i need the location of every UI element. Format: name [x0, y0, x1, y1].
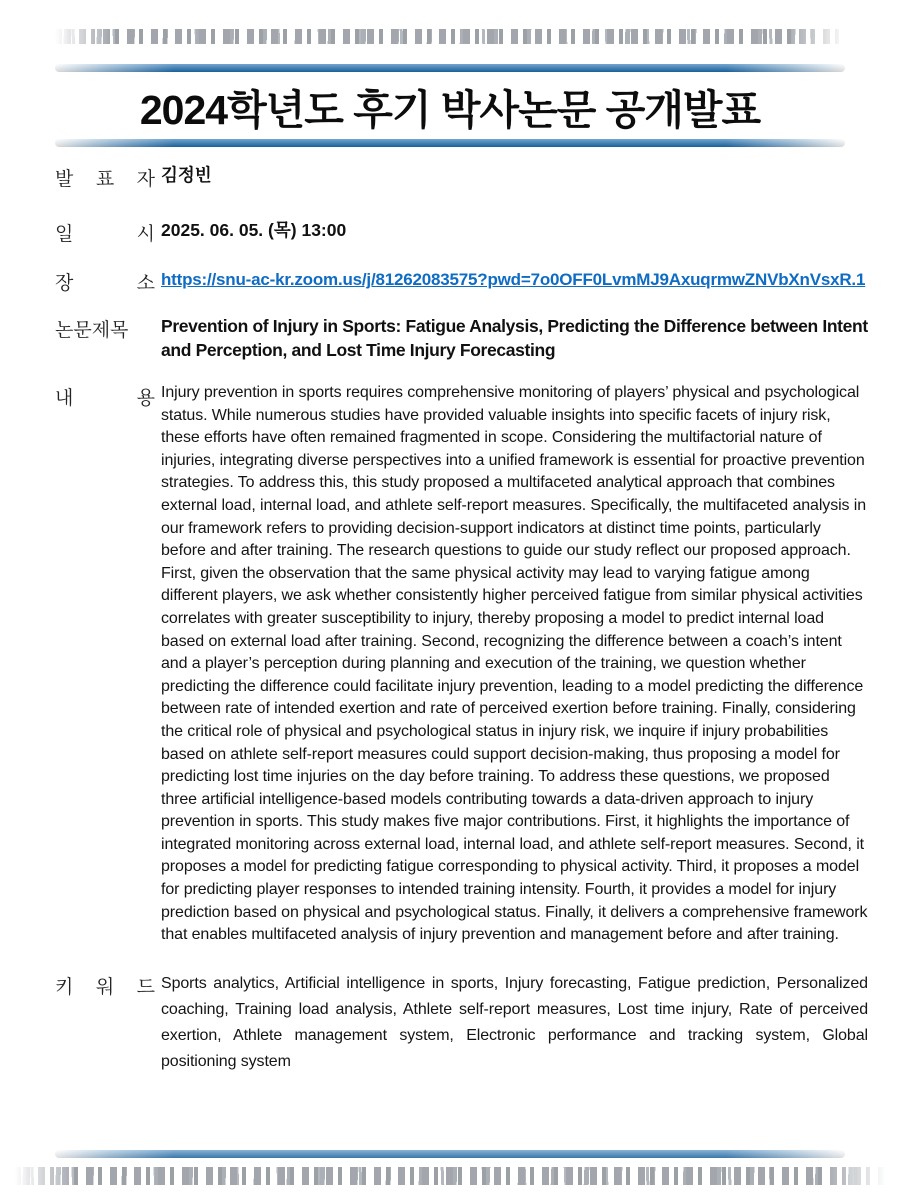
field-row-keywords — [55, 971, 868, 1075]
top-divider-rule — [55, 64, 845, 72]
keywords-label: 키 워 드 — [55, 976, 155, 998]
field-row-venue — [55, 267, 868, 295]
page-title: 2024학년도 후기 박사논문 공개발표 — [139, 87, 761, 133]
keywords-value: Sports analytics, Artificial intelligence in sports, Injury forecasting, Fatigue prediction, Personalized coaching, Training load analysis, Athlete self-report measures, Lost time injury, Rate of perceived exertion, Athlete management system, Electronic performance and tracking system, Global positioning system — [161, 974, 868, 1070]
title-divider-rule — [55, 139, 845, 147]
fields-section — [55, 163, 868, 1075]
top-border-texture — [55, 29, 845, 44]
abstract-label: 내 용 — [55, 388, 155, 409]
datetime-value: 2025. 06. 05. (목) 13:00 — [161, 220, 347, 240]
bottom-divider-rule — [55, 1150, 845, 1158]
presenter-label: 발 표 자 — [55, 169, 155, 190]
field-row-abstract — [55, 382, 868, 947]
venue-label: 장 소 — [55, 273, 155, 294]
field-row-thesis-title — [55, 314, 868, 362]
thesis-title-value: Prevention of Injury in Sports: Fatigue Analysis, Predicting the Difference between Intent and Perception, and Lost Time Injury Forecasting — [161, 316, 868, 360]
abstract-value: Injury prevention in sports requires comprehensive monitoring of players’ physical and psychological status. While numerous studies have provided valuable insights into specific facets of injury risk, these efforts have often remained fragmented in scope. Considering the multifactorial nature of injuries, integrating diverse perspectives into a unified framework is essential for proactive prevention strategies. To address this, this study proposed a multifaceted analytical approach that combines external load, internal load, and athlete self-report measures. Specifically, the multifaceted analysis in our framework refers to providing decision-support indicators at distinct time points, particularly before and after training. The research questions to guide our study reflect our proposed approach. First, given the observation that the same physical activity may lead to varying fatigue among different players, we ask whether consistently higher perceived fatigue from similar physical activities correlates with greater susceptibility to injury, thereby proposing a model to predict internal load based on external load after training. Second, recognizing the difference between a coach’s intent and a player’s perception during planning and execution of the training, we question whether predicting the difference could facilitate injury prevention, leading to a model predicting the difference between rate of intended exertion and rate of perceived exertion before training. Finally, considering the critical role of physical and psychological status in injury risk, we inquire if injury probabilities based on athlete self-report measures could support decision-making, thus proposing a model for predicting lost time injuries on the day before training. To address these questions, we proposed three artificial intelligence-based models contributing towards a data-driven approach to injury prevention in sports. This study makes five major contributions. First, it highlights the importance of integrated monitoring across external load, internal load, and athlete self-report measures. Second, it proposes a model for predicting fatigue corresponding to physical activity. Third, it proposes a model for predicting player responses to intended training intensity. Fourth, it provides a model for injury prediction based on physical and psychological status. Finally, it delivers a comprehensive framework that enables multifaceted analysis of injury prevention and management before and after training. — [161, 384, 868, 944]
field-row-datetime — [55, 218, 868, 246]
bottom-border-texture — [14, 1167, 886, 1185]
presenter-value: 김정빈 — [161, 165, 212, 185]
venue-value — [161, 267, 868, 292]
zoom-meeting-link[interactable]: https://snu-ac-kr.zoom.us/j/81262083575?pwd=7o0OFF0LvmMJ9AxuqrmwZNVbXnVsxR.1 — [161, 270, 866, 289]
thesis-title-label: 논문제목 — [55, 320, 129, 341]
datetime-label: 일 시 — [55, 224, 155, 245]
field-row-presenter — [55, 163, 868, 191]
